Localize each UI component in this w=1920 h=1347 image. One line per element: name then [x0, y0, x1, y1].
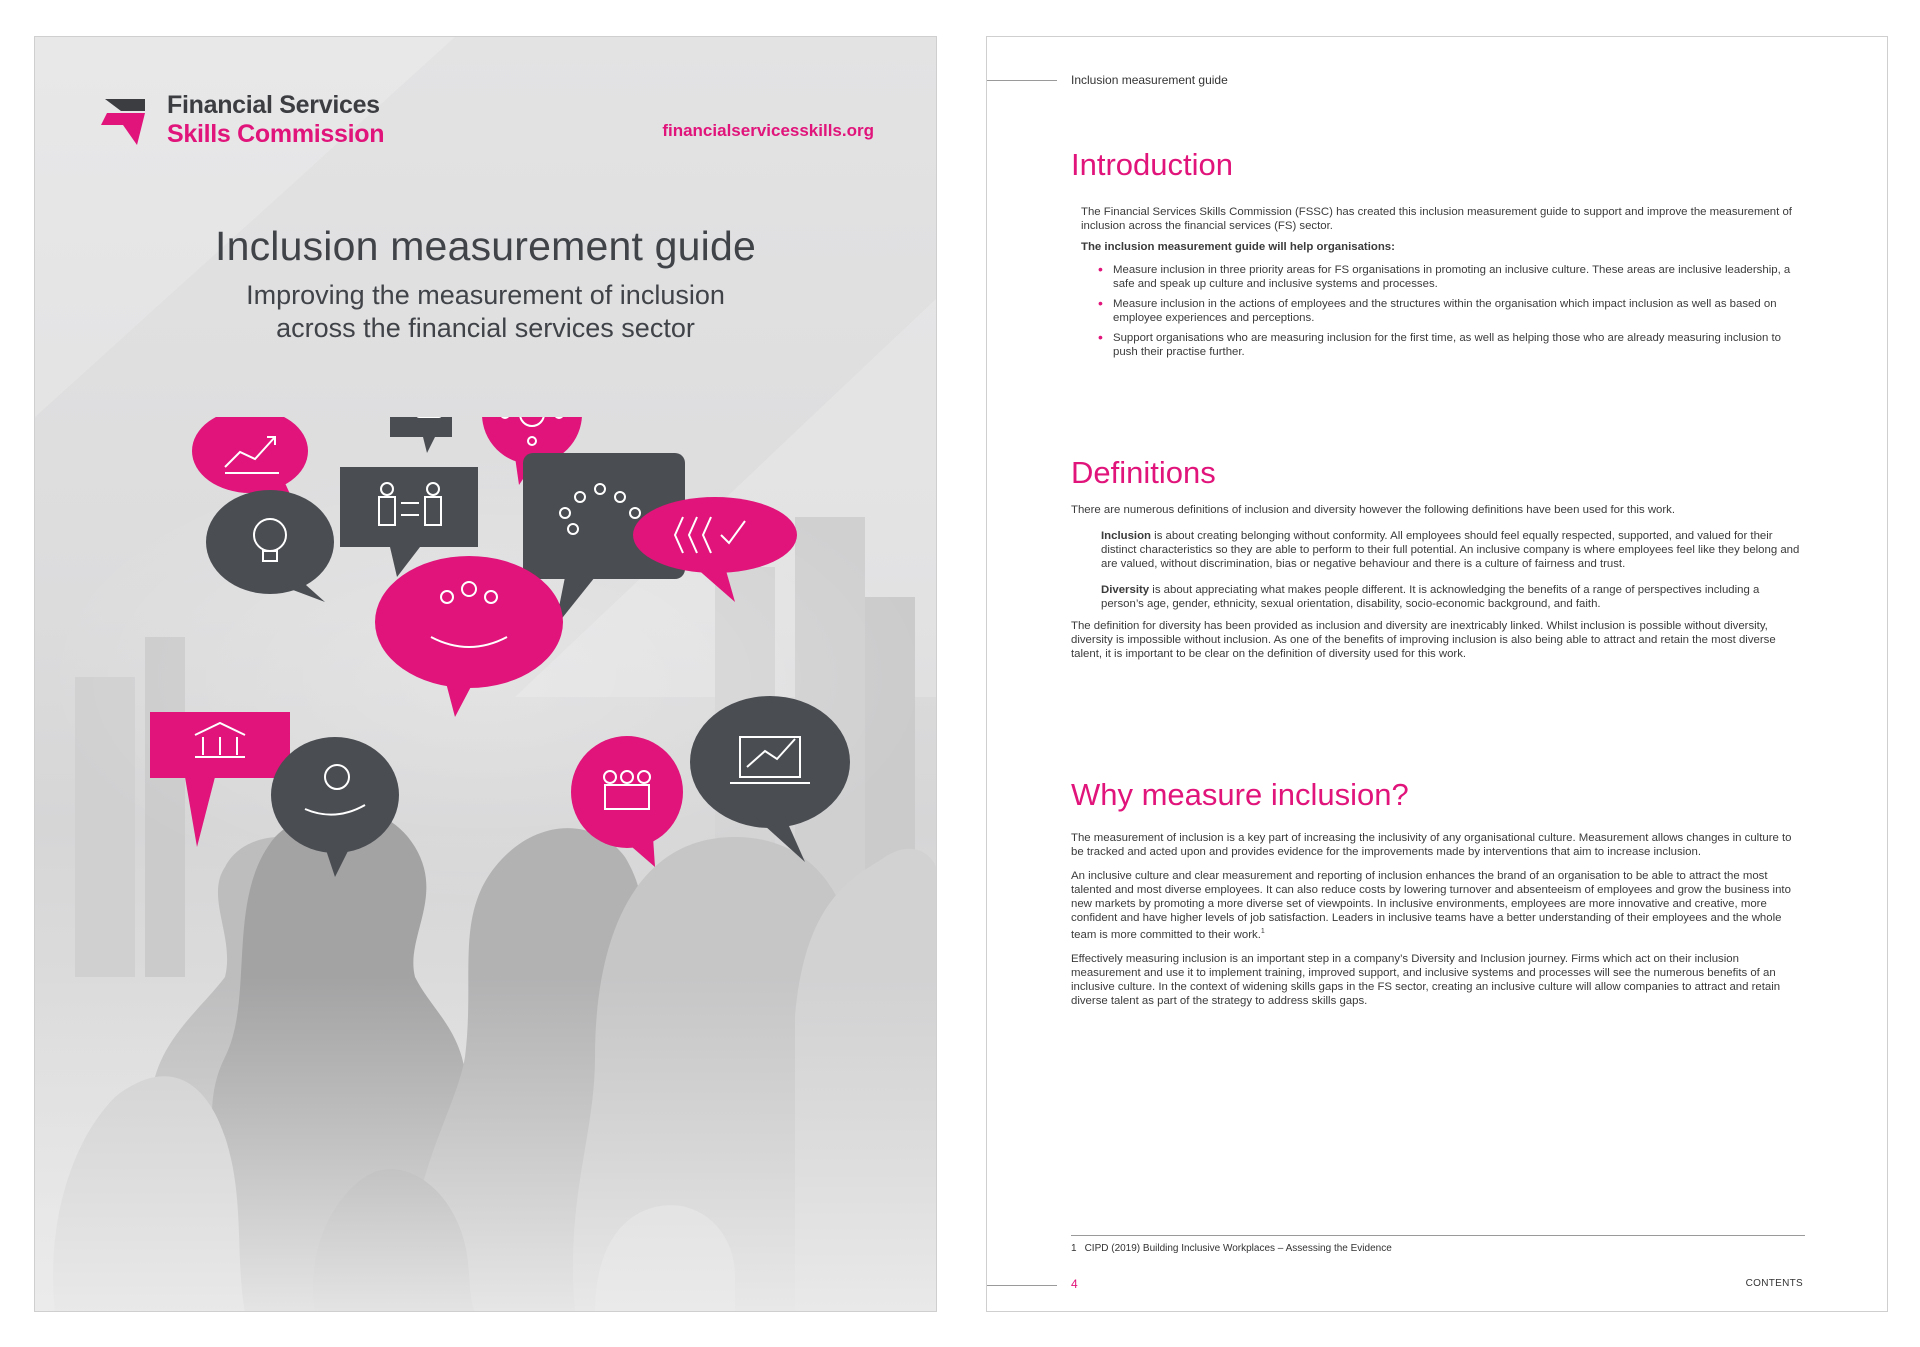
why-measure-heading: Why measure inclusion?: [1071, 777, 1409, 812]
why-paragraph-2: [1071, 869, 1805, 942]
introduction-heading: Introduction: [1071, 147, 1233, 182]
why-paragraph-2-text: An inclusive culture and clear measurement and reporting of inclusion enhances the brand of an organisation to be able to attract the most talented and most diverse employees. It can also reduce costs by lowering turnover and absenteeism of employees and grow the business into new markets by promoting a more diverse set of viewpoints. In inclusive environments, employees are more innovative and creative, more confident and have higher levels of job satisfaction. Leaders in inclusive teams have a better understanding of their employees and the whole team is more committed to their work.: [1071, 870, 1791, 941]
list-item: • Support organisations who are measuring inclusion for the first time, as well as helping those who are already measuring inclusion to push their practise further.: [1113, 331, 1805, 359]
header-rule: [987, 80, 1057, 81]
definitions-section: [1071, 455, 1805, 669]
inclusion-text: is about creating belonging without conformity. All employees should feel equally respected, supported, and valued for their distinct characteristics so they are able to perform to their full potential. An inclusive company is where employees feel like they belong and are valued, without discrimination, bias or negative behaviour and there is a culture of fairness and trust.: [1101, 530, 1800, 570]
diversity-term: Diversity: [1101, 584, 1150, 596]
logo-line-2: Skills Commission: [167, 120, 385, 148]
footer-rule: [987, 1285, 1057, 1286]
why-paragraph-1: The measurement of inclusion is a key part of increasing the inclusivity of any organisational culture. Measurement allows changes in culture to be tracked and acted upon and provides evidence for the improvements made by interventions that aim to increase inclusion.: [1071, 832, 1792, 858]
footnote-text: CIPD (2019) Building Inclusive Workplaces – Assessing the Evidence: [1084, 1243, 1392, 1254]
diversity-definition: [1071, 583, 1805, 611]
intro-paragraph: The Financial Services Skills Commission (FSSC) has created this inclusion measurement guide to support and improve the measurement of inclusion across the financial services (FS) sector.: [1081, 206, 1792, 232]
intro-bullet-list: [1071, 263, 1805, 359]
logo-line-1: Financial Services: [167, 91, 380, 119]
page-number: 4: [1071, 1277, 1078, 1291]
footnote-rule: [1071, 1235, 1805, 1236]
cover-illustration: [35, 417, 937, 1312]
introduction-section: [1071, 147, 1805, 365]
inclusion-term: Inclusion: [1101, 530, 1151, 542]
logo-arrow-icon: [99, 95, 155, 145]
cover-subtitle: [35, 279, 936, 345]
footnote: [1071, 1243, 1392, 1254]
contents-link[interactable]: CONTENTS: [1745, 1278, 1803, 1289]
cover-subtitle-line-1: Improving the measurement of inclusion: [246, 280, 725, 310]
cover-subtitle-line-2: across the financial services sector: [276, 313, 695, 343]
cover-page: [34, 36, 937, 1312]
list-item: • Measure inclusion in the actions of employees and the structures within the organisation which impact inclusion as well as based on employee experiences and perceptions.: [1113, 297, 1805, 325]
running-header: Inclusion measurement guide: [1071, 73, 1228, 87]
why-measure-section: [1071, 777, 1805, 1016]
why-paragraph-3: Effectively measuring inclusion is an important step in a company’s Diversity and Inclusion journey. Firms which act on their inclusion measurement and use it to implement training, improved support, and inclusive systems and processes will see the numerous benefits of an inclusive culture. In the context of widening skills gaps in the FS sector, creating an inclusive culture will allow companies to attract and retain diverse talent as part of the strategy to address skills gaps.: [1071, 952, 1781, 1007]
speech-bubble: [390, 417, 452, 453]
fssc-logo: [99, 91, 384, 149]
definitions-intro: There are numerous definitions of inclusion and diversity however the following definitions have been used for this work.: [1071, 504, 1676, 516]
diversity-text: is about appreciating what makes people different. It is acknowledging the benefits of a range of perspectives including a person’s age, gender, ethnicity, sexual orientation, disability, socio-economic background, and faith.: [1101, 584, 1760, 610]
inclusion-definition: [1071, 529, 1805, 571]
definitions-heading: Definitions: [1071, 455, 1216, 490]
cover-url-link[interactable]: financialservicesskills.org: [662, 121, 874, 140]
list-item: • Measure inclusion in three priority areas for FS organisations in promoting an inclusive culture. These areas are inclusive leadership, a safe and speak up culture and inclusive systems and processes.: [1113, 263, 1805, 291]
footnote-number: 1: [1071, 1243, 1077, 1254]
definitions-paragraph: The definition for diversity has been provided as inclusion and diversity are inextricably linked. Whilst inclusion is possible without diversity, diversity is impossible without inclusion. As one of the benefits of improving inclusion is also being able to attract and retain the most diverse talent, it is important to be clear on the definition of diversity used for this work.: [1071, 620, 1776, 660]
cover-title: Inclusion measurement guide: [215, 223, 756, 269]
intro-lead: The inclusion measurement guide will help organisations:: [1081, 241, 1395, 253]
footnote-ref[interactable]: 1: [1260, 928, 1265, 935]
content-page: [986, 36, 1888, 1312]
